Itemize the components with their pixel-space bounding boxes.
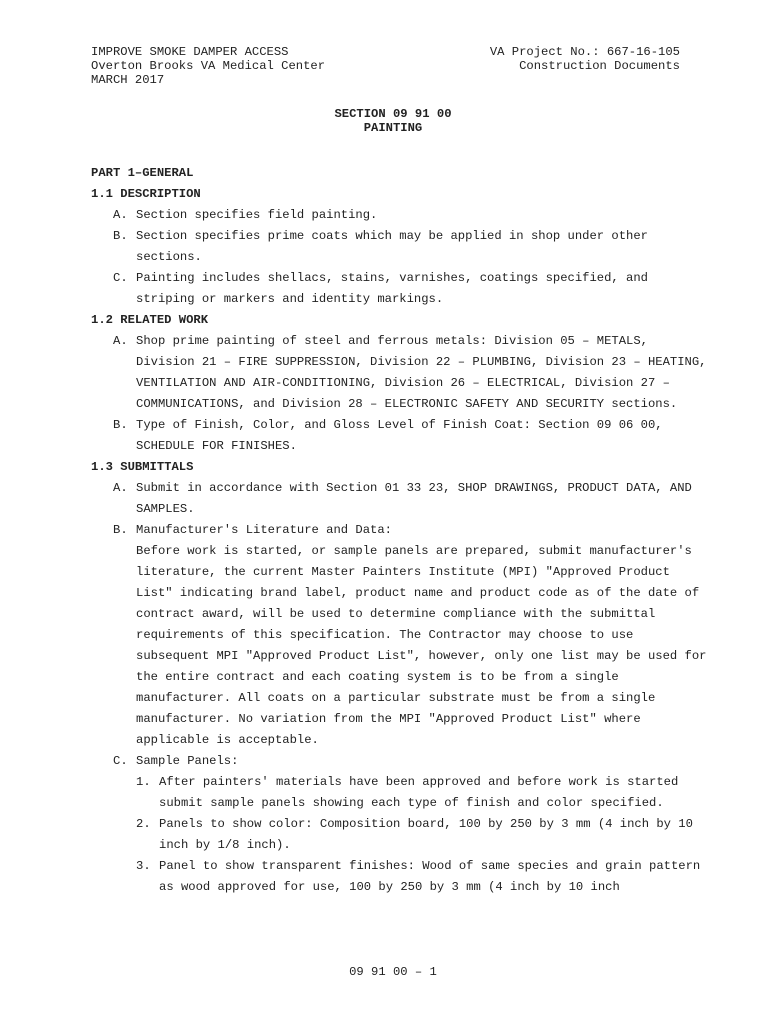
- project-number: VA Project No.: 667-16-105: [489, 45, 680, 59]
- subsection-heading: 1.3 SUBMITTALS: [91, 460, 194, 474]
- section-name: PAINTING: [363, 121, 423, 135]
- list-item: C. Sample Panels:: [91, 751, 711, 772]
- item-label: 3.: [136, 859, 151, 873]
- item-label: C.: [113, 271, 128, 285]
- item-label: B.: [113, 229, 128, 243]
- item-label: C.: [113, 754, 128, 768]
- header-right: [490, 45, 680, 73]
- item-label: 2.: [136, 817, 151, 831]
- document-type: Construction Documents: [519, 59, 680, 73]
- subsection-heading: 1.1 DESCRIPTION: [91, 187, 201, 201]
- subsection-heading: 1.2 RELATED WORK: [91, 313, 209, 327]
- item-label: A.: [113, 481, 128, 495]
- paragraph: Before work is started, or sample panels are prepared, submit manufacturer's literature, the current Master Painters Institute (MPI) "Approved Product List" indicating brand label, product name and product code as of the date of contract award, will be used to determine compliance with the submittal requirements of this specification. The Contractor may choose to use subsequent MPI "Approved Product List", however, only one list may be used for the entire contract and each coating system is to be from a single manufacturer. All coats on a particular substrate must be from a single manufacturer. No variation from the MPI "Approved Product List" where applicable is acceptable.: [136, 544, 707, 747]
- list-item: A. Section specifies field painting.: [91, 205, 711, 226]
- list-item: B. Section specifies prime coats which may be applied in shop under other sections.: [91, 226, 711, 268]
- item-label: B.: [113, 418, 128, 432]
- list-item: B. Type of Finish, Color, and Gloss Level of Finish Coat: Section 09 06 00, SCHEDULE FOR FINISHES.: [91, 415, 711, 457]
- section-number: SECTION 09 91 00: [334, 107, 452, 121]
- document-body: [91, 163, 711, 898]
- sub-list-item: 1. After painters' materials have been approved and before work is started submit sample panels showing each type of finish and color specified.: [91, 772, 711, 814]
- sub-list-item: 2. Panels to show color: Composition board, 100 by 250 by 3 mm (4 inch by 10 inch by 1/8 inch).: [91, 814, 711, 856]
- header-left: [91, 45, 325, 87]
- facility-name: Overton Brooks VA Medical Center: [91, 59, 326, 73]
- section-title: [0, 107, 770, 135]
- item-label: A.: [113, 208, 128, 222]
- project-title: IMPROVE SMOKE DAMPER ACCESS: [91, 45, 289, 59]
- list-item: A. Shop prime painting of steel and ferrous metals: Division 05 – METALS, Division 21 – FIRE SUPPRESSION, Division 22 – PLUMBING, Division 23 – HEATING, VENTILATION AND AIR-CONDITIONING, Division 26 – ELECTRICAL, Division 27 – COMMUNICATIONS, and Division 28 – ELECTRONIC SAFETY AND SECURITY sections.: [91, 331, 711, 415]
- list-item: A. Submit in accordance with Section 01 33 23, SHOP DRAWINGS, PRODUCT DATA, AND SAMPLES.: [91, 478, 711, 520]
- item-label: 1.: [136, 775, 151, 789]
- item-label: A.: [113, 334, 128, 348]
- item-label: B.: [113, 523, 128, 537]
- list-item: C. Painting includes shellacs, stains, varnishes, coatings specified, and striping or markers and identity markings.: [91, 268, 711, 310]
- list-item: B. Manufacturer's Literature and Data:: [91, 520, 711, 541]
- document-date: MARCH 2017: [91, 73, 165, 87]
- page-footer: 09 91 00 – 1: [349, 965, 437, 979]
- part-heading: PART 1–GENERAL: [91, 166, 194, 180]
- sub-list-item: 3. Panel to show transparent finishes: Wood of same species and grain pattern as wood approved for use, 100 by 250 by 3 mm (4 inch by 10 inch: [91, 856, 711, 898]
